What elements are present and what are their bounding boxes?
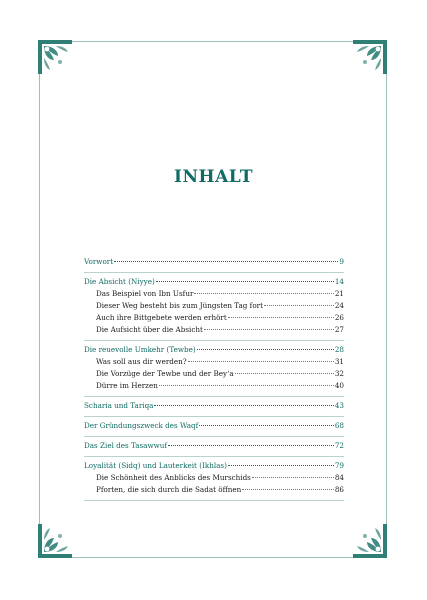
dot-leader xyxy=(199,425,334,426)
toc-subentry[interactable] xyxy=(84,300,344,312)
toc-entry-title: Die Schönheit des Anblicks des Murschids xyxy=(96,473,251,482)
dot-leader xyxy=(197,349,334,350)
toc-page-number: 79 xyxy=(334,461,344,470)
toc-section xyxy=(84,273,344,341)
toc-section xyxy=(84,397,344,417)
toc-page-number: 21 xyxy=(334,289,344,298)
toc-subentry[interactable] xyxy=(84,324,344,336)
toc-entry-title: Das Ziel des Tasawwuf xyxy=(84,441,168,450)
table-of-contents xyxy=(84,256,344,501)
toc-page-number: 14 xyxy=(334,277,344,286)
dot-leader xyxy=(204,329,334,330)
toc-page-number: 72 xyxy=(334,441,344,450)
toc-subentry[interactable] xyxy=(84,288,344,300)
dot-leader xyxy=(252,477,334,478)
toc-page-number: 26 xyxy=(334,313,344,322)
toc-page-number: 27 xyxy=(334,325,344,334)
toc-page-number: 32 xyxy=(334,369,344,378)
toc-chapter-entry[interactable] xyxy=(84,344,344,356)
toc-chapter-entry[interactable] xyxy=(84,276,344,288)
dot-leader xyxy=(235,373,334,374)
toc-subentry[interactable] xyxy=(84,380,344,392)
toc-entry-title: Auch ihre Bittgebete werden erhört xyxy=(96,313,227,322)
toc-page-number: 28 xyxy=(334,345,344,354)
dot-leader xyxy=(228,465,334,466)
dot-leader xyxy=(114,261,338,262)
toc-page-number: 86 xyxy=(334,485,344,494)
toc-chapter-entry[interactable] xyxy=(84,440,344,452)
dot-leader xyxy=(159,385,334,386)
toc-page-number: 43 xyxy=(334,401,344,410)
toc-section xyxy=(84,256,344,273)
toc-page-number: 68 xyxy=(334,421,344,430)
toc-page-number: 40 xyxy=(334,381,344,390)
toc-entry-title: Was soll aus dir werden? xyxy=(96,357,187,366)
toc-entry-title: Die reuevolle Umkehr (Tewbe) xyxy=(84,345,196,354)
toc-section xyxy=(84,341,344,397)
dot-leader xyxy=(242,489,334,490)
toc-entry-title: Die Vorzüge der Tewbe und der Bey‘a xyxy=(96,369,234,378)
dot-leader xyxy=(264,305,334,306)
toc-section xyxy=(84,437,344,457)
arabesque-corner-icon xyxy=(38,524,72,558)
toc-section xyxy=(84,417,344,437)
toc-subentry[interactable] xyxy=(84,312,344,324)
dot-leader xyxy=(156,281,334,282)
toc-subentry[interactable] xyxy=(84,356,344,368)
toc-subentry[interactable] xyxy=(84,472,344,484)
toc-chapter-entry[interactable] xyxy=(84,460,344,472)
toc-entry-title: Die Aufsicht über die Absicht xyxy=(96,325,203,334)
dot-leader xyxy=(194,293,333,294)
toc-chapter-entry[interactable] xyxy=(84,256,344,268)
toc-page-number: 9 xyxy=(339,257,344,266)
arabesque-corner-icon xyxy=(353,524,387,558)
arabesque-corner-icon xyxy=(38,40,72,74)
toc-entry-title: Vorwort xyxy=(84,257,114,266)
toc-page-number: 31 xyxy=(334,357,344,366)
toc-entry-title: Scharia und Tariqa xyxy=(84,401,154,410)
dot-leader xyxy=(168,445,334,446)
toc-chapter-entry[interactable] xyxy=(84,420,344,432)
dot-leader xyxy=(188,361,334,362)
toc-entry-title: Dieser Weg besteht bis zum Jüngsten Tag fort xyxy=(96,301,263,310)
toc-subentry[interactable] xyxy=(84,368,344,380)
toc-entry-title: Die Absicht (Niyye) xyxy=(84,277,155,286)
page-title: INHALT xyxy=(174,167,253,187)
toc-section xyxy=(84,457,344,501)
toc-subentry[interactable] xyxy=(84,484,344,496)
arabesque-corner-icon xyxy=(353,40,387,74)
dot-leader xyxy=(154,405,333,406)
toc-entry-title: Das Beispiel von Ibn Usfur xyxy=(96,289,194,298)
toc-entry-title: Pforten, die sich durch die Sadat öffnen xyxy=(96,485,242,494)
toc-page-number: 24 xyxy=(334,301,344,310)
toc-page-number: 84 xyxy=(334,473,344,482)
toc-entry-title: Dürre im Herzen xyxy=(96,381,158,390)
toc-entry-title: Der Gründungszweck des Waqf xyxy=(84,421,199,430)
toc-entry-title: Loyalität (Sidq) und Lauterkeit (Ikhlas) xyxy=(84,461,227,470)
dot-leader xyxy=(228,317,334,318)
toc-chapter-entry[interactable] xyxy=(84,400,344,412)
